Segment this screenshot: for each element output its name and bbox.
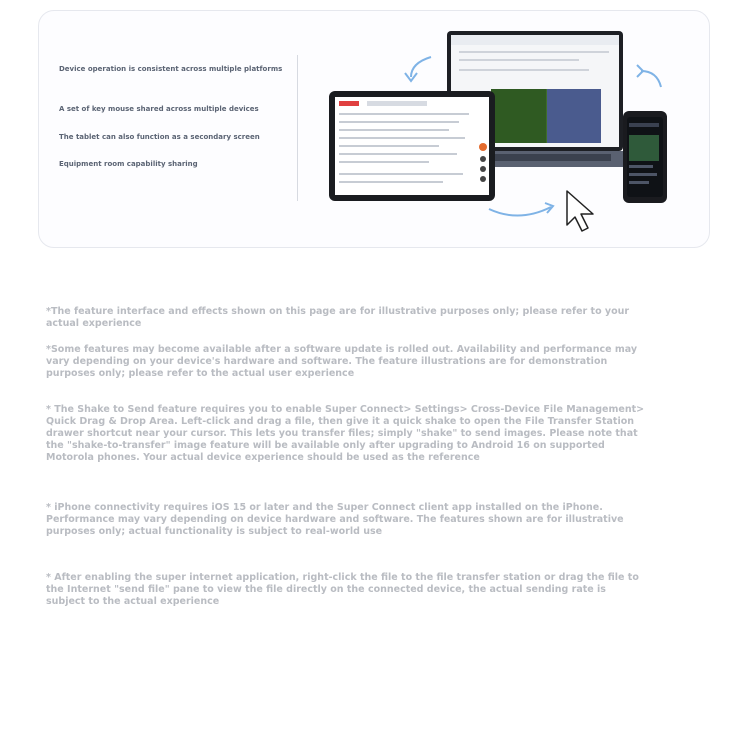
note-software-update: *Some features may become available after a software update is rolled out. Availability and performance may vary depending on your device's hardware and software. The feature illustrations are for demonstration purposes only; please refer to the actual user experience (46, 344, 638, 379)
note-iphone-connectivity: * iPhone connectivity requires iOS 15 or later and the Super Connect client app installed on the iPhone. Performance may vary depending on device hardware and software. The features shown are for illustrative purposes only; actual functionality is subject to real-world use (46, 502, 624, 537)
mouse-cursor-icon (567, 191, 593, 231)
feature-label-secondary-screen: The tablet can also function as a secondary screen (59, 133, 260, 141)
feature-card (38, 10, 710, 248)
feature-label-shared-keyboard-mouse: A set of key mouse shared across multiple devices (59, 105, 259, 113)
phone-device (623, 111, 667, 203)
tablet-device (329, 91, 495, 201)
feature-label-capability-sharing: Equipment room capability sharing (59, 160, 198, 168)
sync-arrow-bottom-icon (489, 203, 553, 216)
sync-arrow-left-icon (405, 57, 431, 81)
note-illustrative: *The feature interface and effects shown on this page are for illustrative purposes only; please refer to your actual experience (46, 306, 630, 329)
devices-illustration (39, 11, 711, 249)
note-file-transfer: * After enabling the super internet application, right-click the file to the file transfer station or drag the file to the Internet "send file" pane to view the file directly on the connected device, the actual sending rate is subject to the actual experience (46, 572, 639, 607)
sync-arrow-right-icon (637, 65, 661, 87)
feature-label-multi-platform: Device operation is consistent across multiple platforms (59, 65, 283, 73)
note-shake-to-send: * The Shake to Send feature requires you to enable Super Connect> Settings> Cross-Device File Management> Quick Drag & Drop Area. Left-click and drag a file, then give it a quick shake to open the File Transfer Station drawer shortcut near your cursor. This lets you transfer files; simply "shake" to send images. Please note that the "shake-to-transfer" image feature will be available only after upgrading to Android 16 on supported Motorola phones. Your actual device experience should be used as the reference (46, 404, 645, 463)
